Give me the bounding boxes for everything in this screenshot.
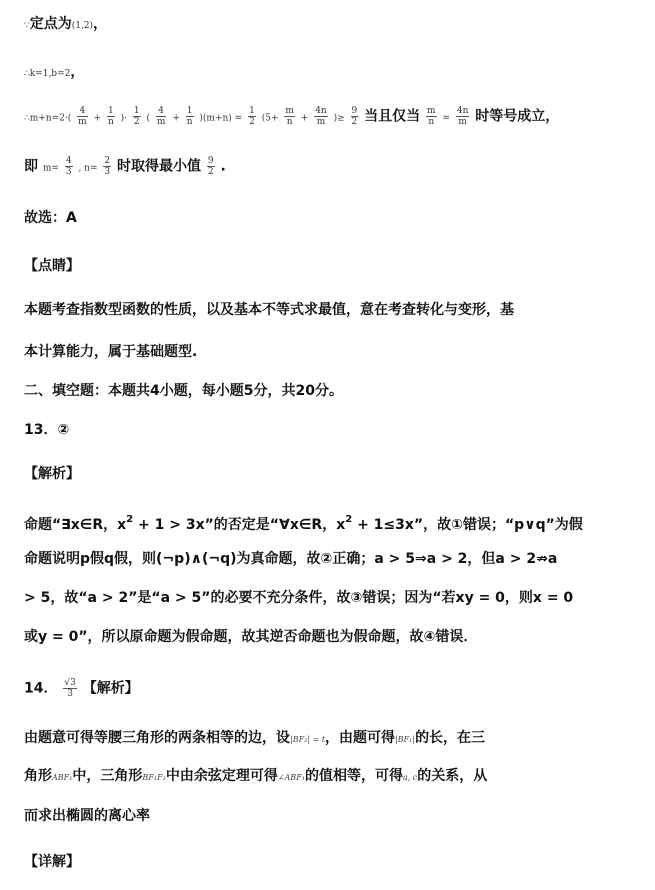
text-line-14: > 5，故“a > 2”是“a > 5”的必要不充分条件，故③错误；因为“若xy = 0，则x = 0 xyxy=(24,590,574,606)
text-line-13: 命题说明p假q假，则(¬p)∧(¬q)为真命题，故②正确；a > 5⇒a > 2，但a > 2⇏a xyxy=(24,551,558,567)
fraction: $\frac{4}{3}$ xyxy=(65,156,72,177)
fraction: $\frac{m}{n}$ xyxy=(427,106,436,127)
fraction: $\frac{9}{2}$ xyxy=(207,156,214,177)
text-line-12: 命题“∃x∈R，$x^2 + 1 > 3x$”的否定是“∀x∈R，$x^2 + 1\le 3x$”，故①错误；“p∨q”为假 xyxy=(24,514,583,533)
fraction: $\frac{4n}{m}$ xyxy=(456,106,469,127)
section-heading: 【详解】 xyxy=(24,854,80,870)
math-inline: ∴m+n=2·( xyxy=(24,113,72,124)
question-number: 14． xyxy=(24,680,58,697)
fraction: $\frac{4}{m}$ xyxy=(156,106,166,127)
text: 定点为 xyxy=(29,16,72,32)
fraction: $\frac{√3}{3}$ xyxy=(64,678,76,699)
text-line-2 xyxy=(24,62,639,84)
text-line-18: 角形ABF₁中，三角形BF₁F₂中由余弦定理可得∠ABF₁的值相等，可得a, c的关系，从 xyxy=(24,768,488,784)
section-heading: 【解析】 xyxy=(24,466,80,482)
text: ， xyxy=(70,64,85,80)
text-line-8: 本计算能力，属于基础题型. xyxy=(24,344,198,360)
text-line-3: ∴m+n=2·( $\frac{4}{m}$ + $\frac{1}{n}$ )· $\frac{1}{2}$ ( $\frac{4}{m}$ + $\frac{1}{n}$ )(m+n) = $\frac{1}{2}$ (5+ $\frac{m}{n}$ + $\frac{4n}{m}$ )≥ $\frac{9}{2}$ 当且仅当 $\frac{m}{n}$ = $\frac{4n}{m}$ 时等号成立， xyxy=(24,106,560,127)
text-line-17: 由题意可得等腰三角形的两条相等的边，设|BF₂| = t，由题可得|BF₁|的长，在三 xyxy=(24,730,486,746)
text: 时等号成立， xyxy=(475,108,560,125)
section-heading: 【点睛】 xyxy=(24,258,80,274)
fraction: $\frac{1}{2}$ xyxy=(249,106,255,127)
text-line-7: 本题考查指数型函数的性质，以及基本不等式求最值，意在考查转化与变形，基 xyxy=(24,302,514,318)
question-number: 13．② xyxy=(24,422,70,438)
text-line-15: 或y = 0”，所以原命题为假命题，故其逆否命题也为假命题，故④错误． xyxy=(24,629,478,645)
section-heading: 二、填空题：本题共4小题，每小题5分，共20分。 xyxy=(24,383,343,399)
text-line-16 xyxy=(24,678,639,699)
text: 当且仅当 xyxy=(364,108,421,125)
fraction: $\frac{1}{n}$ xyxy=(107,106,114,127)
text-line-5: 故选：A xyxy=(24,210,77,226)
fraction: $\frac{9}{2}$ xyxy=(351,106,358,127)
fraction: $\frac{4n}{m}$ xyxy=(315,106,327,127)
text: ， xyxy=(93,16,108,32)
fraction: $\frac{1}{n}$ xyxy=(186,106,193,127)
fraction: $\frac{2}{3}$ xyxy=(104,156,111,177)
because-symbol: ∵ xyxy=(24,21,30,31)
text-line-1 xyxy=(24,14,639,36)
section-heading: 【解析】 xyxy=(82,680,139,697)
text: 即 xyxy=(24,158,38,175)
math-inline: ∴k=1,b=2 xyxy=(24,69,71,79)
fraction: $\frac{4}{m}$ xyxy=(78,106,87,127)
text-line-19: 而求出椭圆的离心率 xyxy=(24,808,150,824)
fraction: $\frac{1}{2}$ xyxy=(133,106,140,127)
fraction: $\frac{m}{n}$ xyxy=(285,106,294,127)
text-line-4: 即 m= $\frac{4}{3}$ , n= $\frac{2}{3}$ 时取得最小值 $\frac{9}{2}$ . xyxy=(24,156,226,177)
math-inline: (1,2) xyxy=(71,21,94,31)
text: 时取得最小值 xyxy=(116,158,201,175)
